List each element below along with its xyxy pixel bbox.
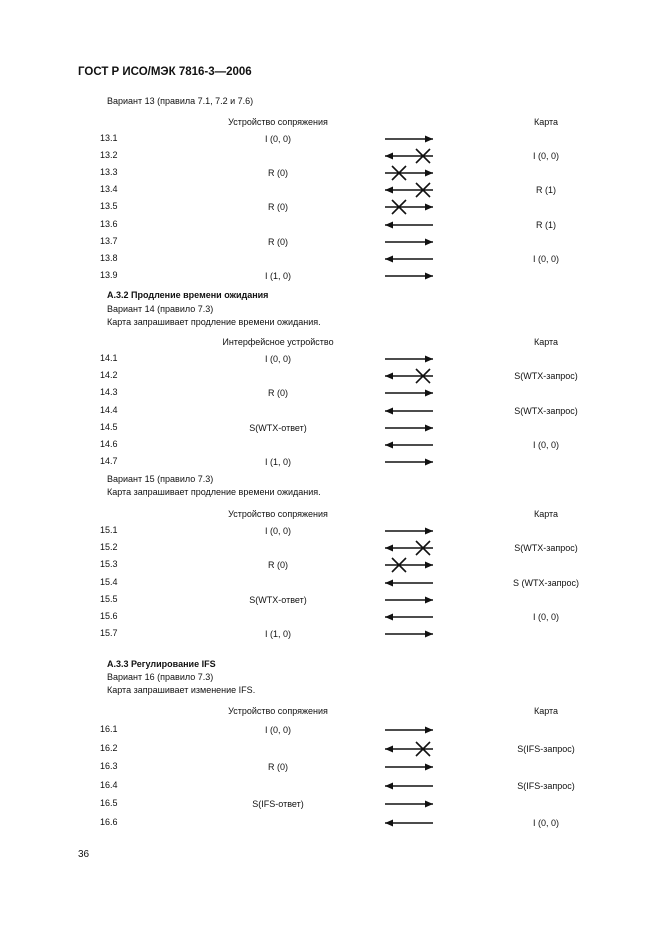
arrow-head	[425, 136, 433, 143]
step-label: 13.4	[100, 184, 118, 195]
arrow-head	[385, 579, 393, 586]
column-header-card: Карта	[533, 337, 559, 347]
arrow-right-icon	[383, 199, 435, 215]
arrow-head	[425, 764, 433, 771]
device-message: I (0, 0)	[264, 725, 291, 735]
step-label: 16.1	[100, 724, 118, 734]
column-header-card: Карта	[533, 706, 559, 716]
arrow-left-icon	[383, 575, 435, 591]
arrow-right-icon	[383, 234, 435, 250]
arrow-left-icon	[383, 368, 435, 384]
column-header-card: Карта	[533, 509, 559, 519]
arrow-head	[385, 745, 393, 752]
column-header-card: Карта	[533, 117, 559, 127]
arrow-head	[385, 614, 393, 621]
arrow-right-icon	[383, 557, 435, 573]
arrow-right-icon	[383, 523, 435, 539]
step-label: 14.7	[100, 456, 118, 467]
arrow-head	[425, 356, 433, 363]
variant-title: Вариант 15 (правило 7.3)	[107, 474, 214, 484]
column-header-device: Интерфейсное устройство	[222, 337, 334, 347]
device-message: R (0)	[268, 236, 288, 247]
arrow-head	[425, 562, 433, 569]
arrow-head	[425, 801, 433, 808]
card-message: S(WTX-запрос)	[514, 543, 578, 554]
arrow-left-icon	[383, 815, 435, 831]
arrow-head	[425, 424, 433, 431]
card-message: I (0, 0)	[532, 440, 559, 450]
arrow-right-icon	[383, 351, 435, 367]
arrow-head	[425, 272, 433, 279]
column-header-device: Устройство сопряжения	[228, 706, 328, 716]
arrow-head	[425, 204, 433, 211]
column-header-device: Устройство сопряжения	[228, 117, 328, 127]
step-label: 13.5	[100, 201, 118, 212]
arrow-head	[385, 545, 393, 552]
device-message: R (0)	[268, 388, 288, 399]
arrow-right-icon	[383, 626, 435, 642]
arrow-left-icon	[383, 251, 435, 267]
step-label: 15.6	[100, 611, 118, 621]
card-message: I (0, 0)	[532, 612, 559, 622]
step-label: 16.5	[100, 798, 118, 809]
arrow-right-icon	[383, 592, 435, 608]
arrow-head	[385, 153, 393, 160]
step-label: 15.4	[100, 576, 118, 587]
arrow-head	[425, 170, 433, 177]
step-label: 16.3	[100, 761, 118, 772]
step-label: 13.6	[100, 218, 118, 229]
step-label: 14.2	[100, 370, 118, 381]
card-message: I (0, 0)	[532, 818, 559, 828]
step-label: 13.3	[100, 167, 118, 178]
device-message: I (0, 0)	[264, 134, 291, 144]
section-heading: А.3.3 Регулирование IFS	[107, 659, 216, 669]
arrow-head	[385, 820, 393, 827]
arrow-left-icon	[383, 182, 435, 198]
arrow-left-icon	[383, 148, 435, 164]
page-number: 36	[78, 849, 90, 860]
step-label: 16.6	[100, 817, 118, 827]
arrow-left-icon	[383, 437, 435, 453]
card-message: S(WTX-запрос)	[514, 371, 578, 382]
step-label: 14.3	[100, 387, 118, 398]
card-message: S(IFS-запрос)	[517, 780, 575, 791]
arrow-head	[425, 631, 433, 638]
step-label: 15.7	[100, 628, 118, 639]
arrow-right-icon	[383, 759, 435, 775]
arrow-left-icon	[383, 741, 435, 757]
arrow-right-icon	[383, 385, 435, 401]
step-label: 13.7	[100, 235, 118, 246]
step-label: 14.6	[100, 439, 118, 449]
variant-description: Карта запрашивает изменение IFS.	[107, 685, 256, 695]
step-label: 15.2	[100, 542, 118, 553]
arrow-right-icon	[383, 796, 435, 812]
device-message: I (0, 0)	[264, 354, 291, 364]
step-label: 13.9	[100, 269, 118, 280]
arrow-right-icon	[383, 722, 435, 738]
variant-title: Вариант 13 (правила 7.1, 7.2 и 7.6)	[107, 96, 254, 106]
step-label: 15.5	[100, 593, 118, 604]
arrow-left-icon	[383, 778, 435, 794]
arrow-head	[425, 390, 433, 397]
step-label: 15.1	[100, 525, 118, 535]
variant-title: Вариант 16 (правило 7.3)	[107, 672, 214, 682]
section-heading: А.3.2 Продление времени ожидания	[107, 290, 269, 300]
arrow-head	[425, 238, 433, 245]
device-message: I (1, 0)	[264, 270, 291, 281]
arrow-head	[385, 442, 393, 449]
device-message: I (1, 0)	[264, 457, 291, 468]
device-message: R (0)	[268, 202, 288, 213]
document-header: ГОСТ Р ИСО/МЭК 7816-3—2006	[78, 66, 252, 78]
card-message: S(WTX-запрос)	[514, 405, 578, 416]
variant-description: Карта запрашивает продление времени ожидания.	[107, 487, 321, 497]
card-message: S (WTX-запрос)	[512, 577, 579, 588]
device-message: R (0)	[268, 560, 288, 571]
device-message: S(IFS-ответ)	[252, 799, 304, 810]
device-message: I (0, 0)	[264, 526, 291, 536]
arrow-head	[425, 528, 433, 535]
step-label: 16.2	[100, 742, 118, 753]
step-label: 13.8	[100, 252, 118, 263]
arrow-head	[385, 221, 393, 228]
card-message: R (1)	[536, 185, 556, 196]
step-label: 13.1	[100, 133, 118, 143]
device-message: S(WTX-ответ)	[249, 594, 307, 605]
variant-description: Карта запрашивает продление времени ожидания.	[107, 317, 321, 327]
device-message: S(WTX-ответ)	[249, 422, 307, 433]
arrow-head	[385, 373, 393, 380]
arrow-left-icon	[383, 403, 435, 419]
arrow-head	[385, 187, 393, 194]
step-label: 15.3	[100, 559, 118, 570]
step-label: 14.1	[100, 353, 118, 363]
arrow-right-icon	[383, 131, 435, 147]
card-message: S(IFS-запрос)	[517, 743, 575, 754]
arrow-head	[425, 459, 433, 466]
arrow-head	[425, 596, 433, 603]
arrow-head	[385, 255, 393, 262]
arrow-left-icon	[383, 609, 435, 625]
device-message: R (0)	[268, 762, 288, 773]
arrow-left-icon	[383, 540, 435, 556]
card-message: R (1)	[536, 219, 556, 230]
arrow-head	[425, 727, 433, 734]
arrow-right-icon	[383, 268, 435, 284]
step-label: 14.5	[100, 421, 118, 432]
step-label: 16.4	[100, 779, 118, 790]
arrow-left-icon	[383, 217, 435, 233]
arrow-head	[385, 782, 393, 789]
arrow-right-icon	[383, 454, 435, 470]
device-message: I (1, 0)	[264, 629, 291, 640]
card-message: I (0, 0)	[532, 151, 559, 162]
step-label: 14.4	[100, 404, 118, 415]
column-header-device: Устройство сопряжения	[228, 509, 328, 519]
arrow-head	[385, 407, 393, 414]
step-label: 13.2	[100, 150, 118, 161]
arrow-right-icon	[383, 165, 435, 181]
card-message: I (0, 0)	[532, 253, 559, 264]
device-message: R (0)	[268, 168, 288, 179]
variant-title: Вариант 14 (правило 7.3)	[107, 304, 214, 314]
arrow-right-icon	[383, 420, 435, 436]
